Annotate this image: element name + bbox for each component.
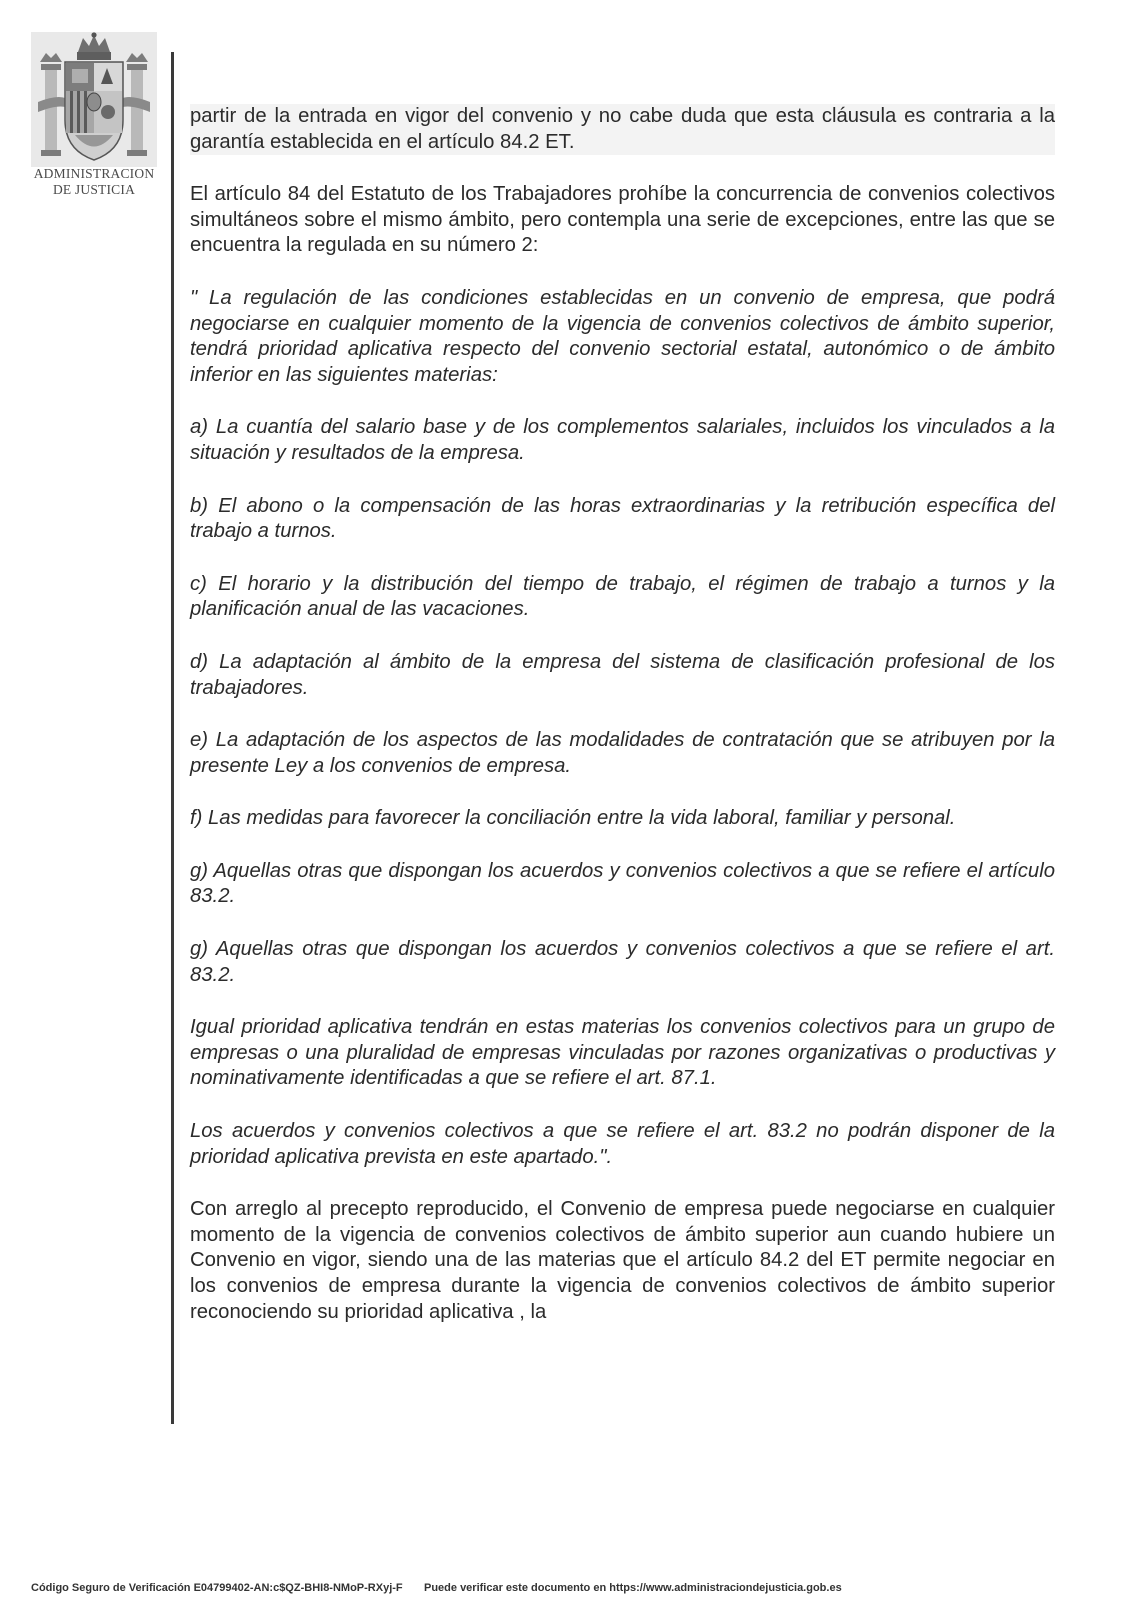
logo-text-line1: ADMINISTRACION bbox=[33, 166, 155, 181]
paragraph-conclusion: Con arreglo al precepto reproducido, el Convenio de empresa puede negociarse en cualquier momento de la vigencia de convenios colectivos de ámbito superior aun cuando hubiere un Convenio en vigor, siendo una de las materias que el artículo 84.2 del ET permite negociar en los convenios de empresa durante la vigencia de convenios colectivos de ámbito superior reconociendo su prioridad aplicativa , la bbox=[190, 1198, 1055, 1323]
quote-item-b: b) El abono o la compensación de las horas extraordinarias y la retribución específica del trabajo a turnos. bbox=[190, 494, 1055, 543]
quote-paragraph-groups: Igual prioridad aplicativa tendrán en estas materias los convenios colectivos para un grupo de empresas o una pluralidad de empresas vinculadas por razones organizativas o productivas y nominativamente identificadas a que se refiere el art. 87.1. bbox=[190, 1016, 1055, 1090]
quote-item-e: e) La adaptación de los aspectos de las modalidades de contratación que se atribuyen por la presente Ley a los convenios de empresa. bbox=[190, 729, 1055, 777]
coat-of-arms-icon bbox=[31, 32, 157, 167]
footer bbox=[31, 1582, 842, 1594]
quote-item-a: a) La cuantía del salario base y de los complementos salariales, incluidos los vinculados a la situación y resultados de la empresa. bbox=[190, 416, 1055, 464]
quote-item-d: d) La adaptación al ámbito de la empresa del sistema de clasificación profesional de los trabajadores. bbox=[190, 650, 1055, 699]
document-body bbox=[190, 104, 1055, 1325]
logo-text-line2: DE JUSTICIA bbox=[52, 182, 136, 197]
quote-item-f: f) Las medidas para favorecer la conciliación entre la vida laboral, familiar y personal. bbox=[190, 807, 956, 830]
quote-item-g2: g) Aquellas otras que dispongan los acuerdos y convenios colectivos a que se refiere el art. 83.2. bbox=[190, 938, 1055, 986]
verification-code: Código Seguro de Verificación E04799402-AN:c$QZ-BHI8-NMoP-RXyj-F bbox=[31, 1582, 403, 1594]
quote-paragraph-closing: Los acuerdos y convenios colectivos a que se refiere el art. 83.2 no podrán disponer de la prioridad aplicativa prevista en este apartado.". bbox=[190, 1120, 1055, 1168]
logo bbox=[31, 32, 157, 197]
margin-rule bbox=[171, 52, 174, 1424]
quote-item-c: c) El horario y la distribución del tiempo de trabajo, el régimen de trabajo a turnos y la planificación anual de las vacaciones. bbox=[190, 572, 1055, 621]
paragraph-1: partir de la entrada en vigor del convenio y no cabe duda que esta cláusula es contraria a la garantía establecida en el artículo 84.2 ET. bbox=[190, 104, 1055, 155]
quote-intro: " La regulación de las condiciones establecidas en un convenio de empresa, que podrá negociarse en cualquier momento de la vigencia de convenios colectivos de ámbito superior, tendrá prioridad aplicativa respecto del convenio sectorial estatal, autonómico o de ámbito inferior en las siguientes materias: bbox=[190, 286, 1055, 386]
paragraph-2: El artículo 84 del Estatuto de los Trabajadores prohíbe la concurrencia de convenios colectivos simultáneos sobre el mismo ámbito, pero contempla una serie de excepciones, entre las que se encuentra la regulada en su número 2: bbox=[190, 183, 1055, 257]
quote-item-g1: g) Aquellas otras que dispongan los acuerdos y convenios colectivos a que se refiere el artículo 83.2. bbox=[190, 859, 1055, 908]
verification-link[interactable]: Puede verificar este documento en https://www.administraciondejusticia.gob.es bbox=[424, 1582, 842, 1594]
